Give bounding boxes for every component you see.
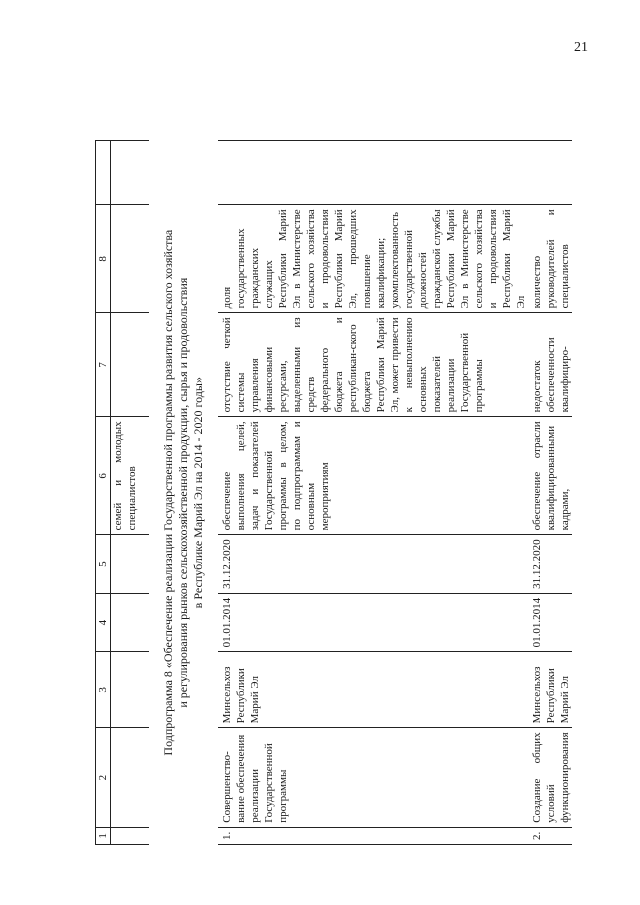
continuation-text: семей и молодых специалистов xyxy=(111,417,150,535)
header-cell: 4 xyxy=(96,593,111,652)
program-table xyxy=(95,140,572,845)
row-number: 1. xyxy=(218,827,528,844)
table-row xyxy=(218,141,528,845)
header-row xyxy=(96,141,111,845)
header-cell: 1 xyxy=(96,827,111,844)
header-cell: 5 xyxy=(96,535,111,594)
continuation-row xyxy=(111,141,150,845)
rotated-document xyxy=(95,45,615,845)
expected-result: обеспечение выполнения целей, задач и показателей Государственной программы в целом, по подпрограммам и основным мероприятиям xyxy=(218,417,528,535)
subprogram-caption xyxy=(149,141,218,845)
activity-name: Создание общих условий функционирования xyxy=(528,728,572,827)
activity-name: Совершенство-вание обеспечения реализации Государственной программы xyxy=(218,728,528,827)
table-row xyxy=(528,141,572,845)
executor: Минсельхоз Республики Марий Эл xyxy=(528,652,572,728)
header-cell xyxy=(96,141,111,205)
header-cell: 3 xyxy=(96,652,111,728)
expected-result: обеспечение отрасли квалифицированными кадрами, xyxy=(528,417,572,535)
consequences: недостаток обеспеченности квалифициро- xyxy=(528,313,572,417)
indicators: количество руководителей и специалистов xyxy=(528,205,572,313)
consequences: отсутствие четкой системы управления финансовыми ресурсами, выделенными из средств федерального бюджета и республикан-ского бюджета Республики Марий Эл, может привести к невыполнению основных показателей реализации Государственной программы xyxy=(218,313,528,417)
start-date: 01.01.2014 xyxy=(528,593,572,652)
page-number: 21 xyxy=(574,40,588,55)
end-date: 31.12.2020 xyxy=(218,535,528,594)
caption-line: в Республике Марий Эл на 2014 - 2020 годы» xyxy=(191,377,205,609)
header-cell: 8 xyxy=(96,205,111,313)
caption-line: Подпрограмма 8 «Обеспечение реализации Государственной программы развития сельского хозяйства xyxy=(161,229,175,756)
executor: Минсельхоз Республики Марий Эл xyxy=(218,652,528,728)
end-date: 31.12.2020 xyxy=(528,535,572,594)
header-cell: 6 xyxy=(96,417,111,535)
header-cell: 2 xyxy=(96,728,111,827)
caption-line: и регулирования рынков сельскохозяйственной продукции, сырья и продовольствия xyxy=(176,277,190,708)
indicators: доля государственных гражданских служащих Республики Марий Эл в Министерстве сельского хозяйства и продовольствия Республики Марий Эл, прошедших повышение квалификации; укомплектованность государственной должностей гражданской службы Республики Марий Эл в Министерстве сельского хозяйства и продовольствия Республики Марий Эл xyxy=(218,205,528,313)
header-cell: 7 xyxy=(96,313,111,417)
row-number: 2. xyxy=(528,827,572,844)
start-date: 01.01.2014 xyxy=(218,593,528,652)
